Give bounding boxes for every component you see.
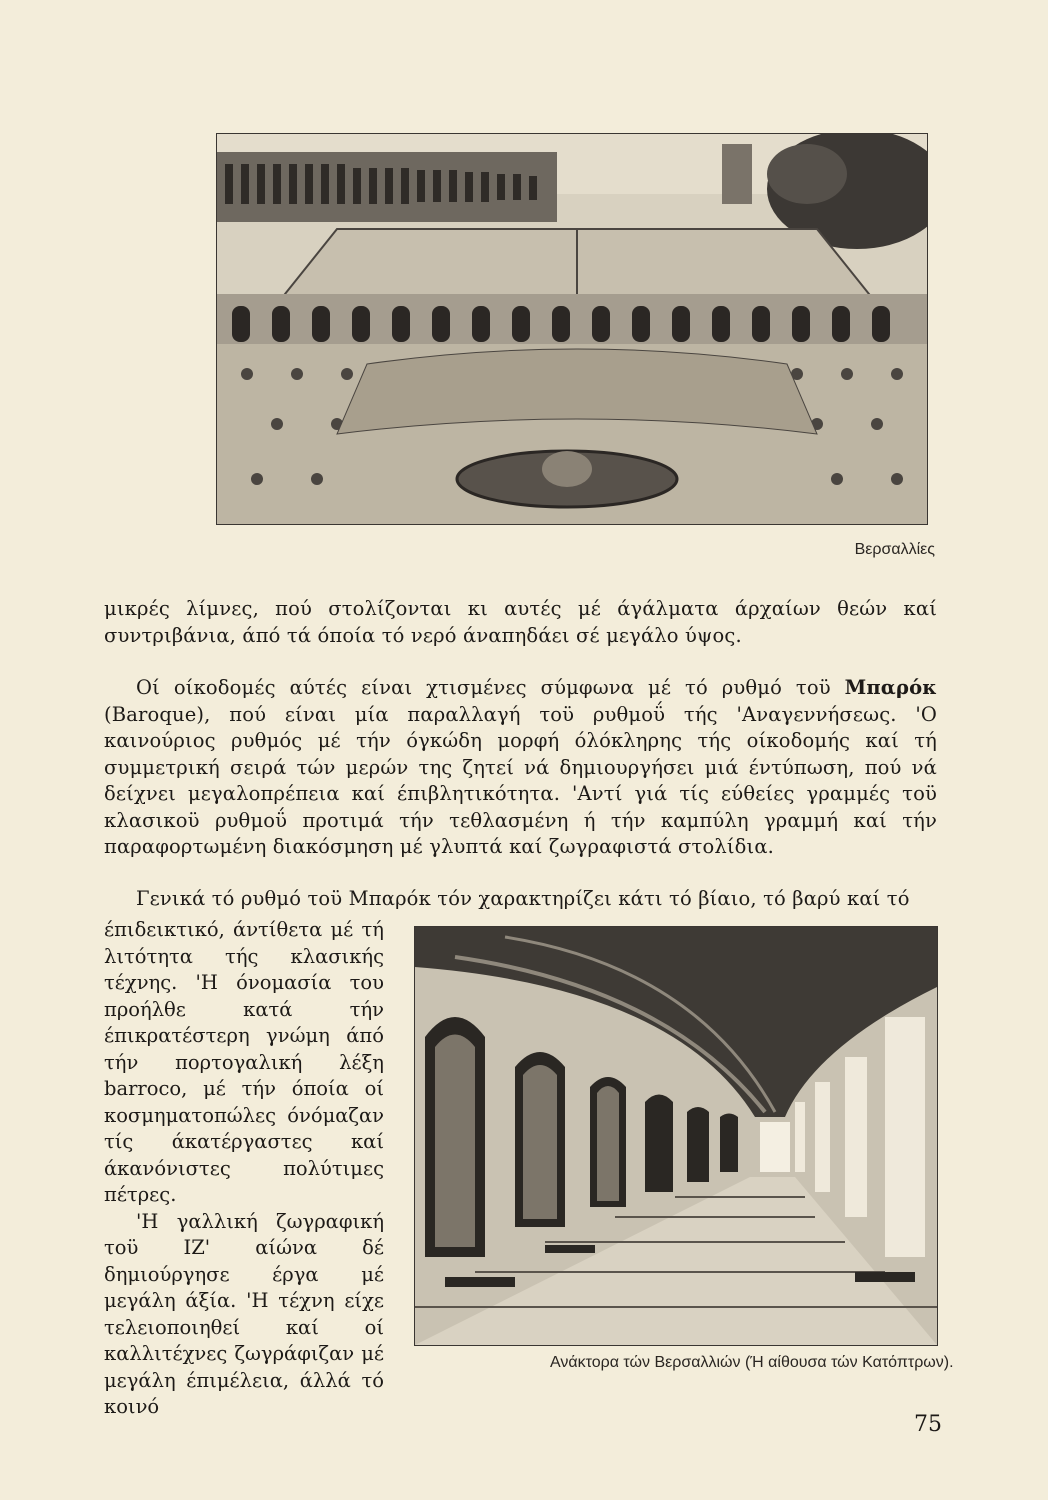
paragraph-2 — [104, 675, 937, 861]
paragraph-2-start: Οί οίκοδομές αύτές είναι χτισμένες σύμφωνα μέ τό ρυθμό τοϋ — [136, 676, 845, 699]
versailles-engraving — [216, 133, 928, 525]
side-column-part-1: έπιδεικτικό, άντίθετα μέ τή λιτότητα τής κλασικής τέχνης. 'Η όνομασία του προήλθε κατά τήν έπικρατέστερη γνώμη άπό τήν πορτογαλική λέξη barroco, μέ τήν όποία οί κοσμηματοπώλες όνόμαζαν τίς άκατέργαστες καί άκανόνιστες πολύτιμες πέτρες. — [104, 918, 384, 1206]
versailles-engraving-icon — [217, 134, 927, 524]
paragraph-1: μικρές λίμνες, πού στολίζονται κι αυτές μέ άγάλματα άρχαίων θεών καί συντριβάνια, άπό τά όποία τό νερό άναπηδάει σέ μεγάλο ύψος. — [104, 597, 937, 647]
caption-versailles: Βερσαλλίες — [854, 541, 935, 558]
page-number: 75 — [914, 1412, 942, 1437]
hall-of-mirrors-photo — [414, 926, 938, 1346]
side-column-part-2: 'Η γαλλική ζωγραφική τοϋ ΙΖ' αίώνα δέ δημιούργησε έργα μέ μεγάλη άξία. 'Η τέχνη είχε τελειοποιηθεί καί οί καλλιτέχνες ζωγράφιζαν μέ μεγάλη έπιμέλεια, άλλά τό κοινό — [104, 1209, 384, 1418]
hall-of-mirrors-photo-icon — [415, 927, 937, 1345]
side-column-text — [104, 917, 384, 1421]
paragraph-2-rest: (Baroque), πού είναι μία παραλλαγή τοϋ ρυθμοΰ τής 'Αναγεννήσεως. 'Ο καινούριος ρυθμός μέ τήν όγκώδη μορφή όλόκληρης τής οίκοδομής καί τή συμμετρική σειρά τών μερών της ζητεί νά δημιουργήσει μιά έντύπωση, πού νά δείχνει μεγαλοπρέπεια καί έπιβλητικότητα. 'Αντί γιά τίς εύθείες γραμμές τοϋ κλασικοϋ ρυθμοΰ προτιμά τήν τεθλασμένη ή τήν καμπύλη γραμμή καί τήν παραφορτωμένη διακόσμηση μέ γλυπτά καί ζωγραφιστά στολίδια. — [104, 702, 937, 858]
baroque-term: Μπαρόκ — [844, 676, 937, 699]
paragraph-3-first-line: Γενικά τό ρυθμό τοϋ Μπαρόκ τόν χαρακτηρίζει κάτι τό βίαιο, τό βαρύ καί τό — [136, 887, 910, 910]
caption-hall-of-mirrors: Ανάκτορα τών Βερσαλλιών (Ή αίθουσα τών Κατόπτρων). — [550, 1354, 954, 1371]
